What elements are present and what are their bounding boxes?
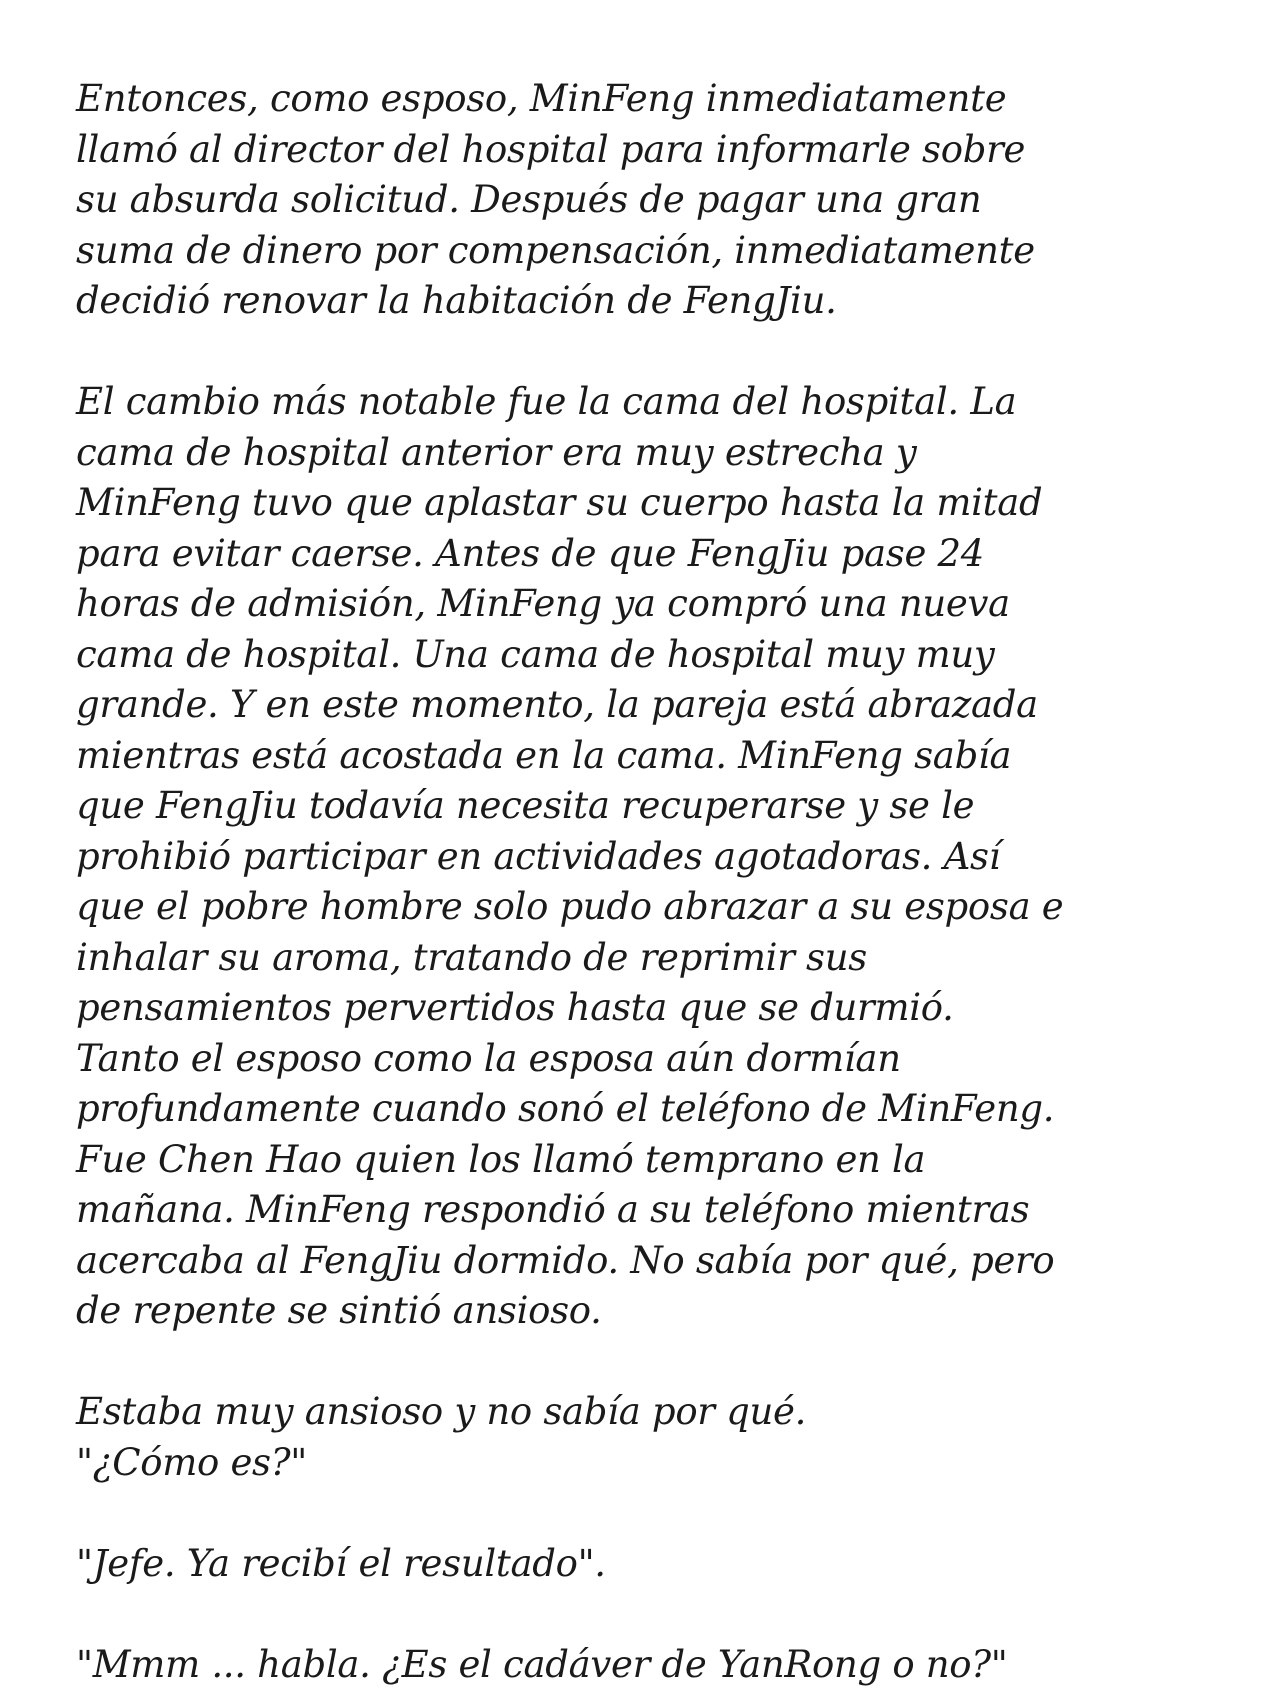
text-line: Entonces, como esposo, MinFeng inmediatamente <box>76 77 1007 120</box>
text-line: horas de admisión, MinFeng ya compró una nueva <box>76 582 1010 625</box>
text-line: mañana. MinFeng respondió a su teléfono mientras <box>76 1188 1030 1231</box>
text-line: El cambio más notable fue la cama del hospital. La <box>76 380 1017 423</box>
text-line: cama de hospital anterior era muy estrecha y <box>76 430 917 474</box>
paragraph-gap <box>76 1488 1206 1539</box>
text-line: que FengJiu todavía necesita recuperarse y se le <box>76 784 975 827</box>
text-line: para evitar caerse. Antes de que FengJiu pase 24 <box>76 531 984 575</box>
paragraph-3 <box>76 1387 1206 1488</box>
text-line: pensamientos pervertidos hasta que se durmió. <box>76 986 954 1029</box>
text-line: inhalar su aroma, tratando de reprimir sus <box>76 935 867 979</box>
text-line: Tanto el esposo como la esposa aún dormían <box>76 1036 901 1080</box>
text-line: Fue Chen Hao quien los llamó temprano en la <box>76 1137 926 1181</box>
text-line: mientras está acostada en la cama. MinFeng sabía <box>76 733 1012 777</box>
text-line: suma de dinero por compensación, inmediatamente <box>76 228 1035 272</box>
dialogue-line: "¿Cómo es?" <box>76 1440 308 1484</box>
text-line: su absurda solicitud. Después de pagar una gran <box>76 178 982 221</box>
text-line: que el pobre hombre solo pudo abrazar a su esposa e <box>76 885 1064 928</box>
text-line: prohibió participar en actividades agotadoras. Así <box>76 834 1001 878</box>
text-line: decidió renovar la habitación de FengJiu. <box>76 279 837 322</box>
paragraph-1 <box>76 74 1206 327</box>
text-line: grande. Y en este momento, la pareja está abrazada <box>76 683 1038 726</box>
document-page <box>76 74 1206 1690</box>
paragraph-gap <box>76 1337 1206 1388</box>
paragraph-gap <box>76 1589 1206 1640</box>
text-line: cama de hospital. Una cama de hospital muy muy <box>76 632 995 676</box>
paragraph-4 <box>76 1539 1206 1590</box>
text-line: de repente se sintió ansioso. <box>76 1289 602 1332</box>
dialogue-line: "Mmm ... habla. ¿Es el cadáver de YanRong o no?" <box>76 1642 1008 1686</box>
paragraph-2 <box>76 377 1206 1337</box>
text-line: Estaba muy ansioso y no sabía por qué. <box>76 1390 807 1433</box>
text-line: MinFeng tuvo que aplastar su cuerpo hasta la mitad <box>76 481 1043 524</box>
text-line: profundamente cuando sonó el teléfono de MinFeng. <box>76 1087 1055 1130</box>
paragraph-gap <box>76 327 1206 378</box>
text-line: acercaba al FengJiu dormido. No sabía por qué, pero <box>76 1238 1055 1282</box>
paragraph-5 <box>76 1640 1206 1691</box>
text-line: llamó al director del hospital para informarle sobre <box>76 127 1026 171</box>
dialogue-line: "Jefe. Ya recibí el resultado". <box>76 1541 606 1585</box>
